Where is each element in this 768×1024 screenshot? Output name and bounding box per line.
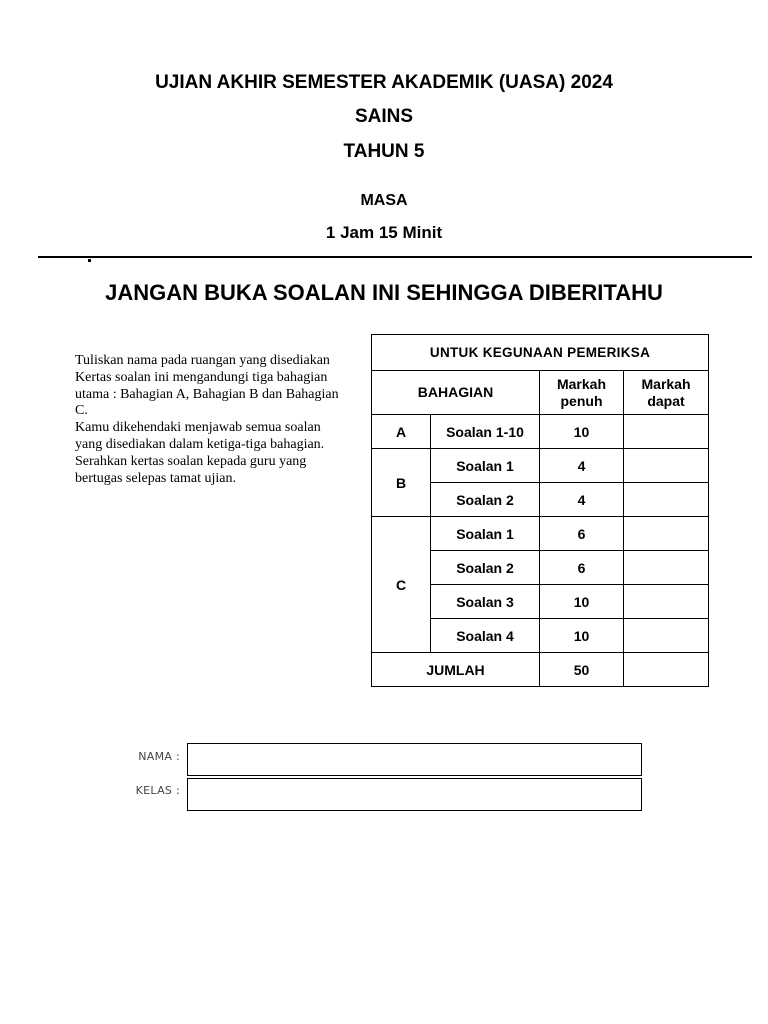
- time-label: MASA: [360, 192, 408, 209]
- total-marks: 50: [540, 653, 624, 687]
- header-obtained-marks: [624, 371, 709, 415]
- table-row: [372, 415, 709, 449]
- instruction-item: Kamu dikehendaki menjawab semua soalan yang disediakan dalam ketiga-tiga bahagian.: [75, 420, 325, 452]
- name-label: NAMA :: [138, 750, 180, 763]
- table-row: [372, 517, 709, 551]
- instruction-item: Tuliskan nama pada ruangan yang disediakan: [75, 353, 330, 368]
- header-full-marks: [540, 371, 624, 415]
- header-obtained-line2: dapat: [647, 392, 685, 409]
- full-marks-cell: 10: [540, 415, 624, 449]
- question-label: Soalan 2: [431, 551, 540, 585]
- class-field[interactable]: [187, 778, 642, 811]
- question-label: Soalan 1: [431, 517, 540, 551]
- instruction-item: Kertas soalan ini mengandungi tiga bahagian utama : Bahagian A, Bahagian B dan Bahagian C.: [75, 369, 339, 419]
- subject-title: SAINS: [354, 106, 414, 127]
- year-title: TAHUN 5: [343, 141, 425, 162]
- full-marks-cell: 10: [540, 619, 624, 653]
- header-full-marks-line2: penuh: [560, 392, 603, 409]
- divider-line: [38, 256, 752, 258]
- class-label: KELAS :: [135, 784, 180, 797]
- header-section: BAHAGIAN: [372, 371, 540, 415]
- obtained-marks-cell[interactable]: [624, 551, 709, 585]
- name-field[interactable]: [187, 743, 642, 776]
- examiner-table: [371, 334, 709, 687]
- total-row: [372, 653, 709, 687]
- warning-heading: JANGAN BUKA SOALAN INI SEHINGGA DIBERITAHU: [105, 280, 663, 305]
- instructions: [75, 353, 345, 487]
- obtained-marks-cell[interactable]: [624, 585, 709, 619]
- full-marks-cell: 4: [540, 449, 624, 483]
- question-label: Soalan 1: [431, 449, 540, 483]
- obtained-marks-cell[interactable]: [624, 619, 709, 653]
- question-label: Soalan 2: [431, 483, 540, 517]
- header-obtained-line1: Markah: [641, 375, 691, 392]
- obtained-marks-cell[interactable]: [624, 483, 709, 517]
- instruction-item: Serahkan kertas soalan kepada guru yang bertugas selepas tamat ujian.: [75, 453, 307, 486]
- exam-title: UJIAN AKHIR SEMESTER AKADEMIK (UASA) 2024: [155, 72, 613, 93]
- question-label: Soalan 3: [431, 585, 540, 619]
- section-b-label: B: [372, 449, 431, 517]
- full-marks-cell: 6: [540, 517, 624, 551]
- question-label: Soalan 4: [431, 619, 540, 653]
- question-label: Soalan 1-10: [431, 415, 540, 449]
- obtained-marks-cell[interactable]: [624, 517, 709, 551]
- divider-dot: [88, 259, 91, 262]
- full-marks-cell: 6: [540, 551, 624, 585]
- section-a-label: A: [372, 415, 431, 449]
- table-header-row: [372, 371, 709, 415]
- total-obtained-cell[interactable]: [624, 653, 709, 687]
- table-title: UNTUK KEGUNAAN PEMERIKSA: [372, 335, 709, 371]
- full-marks-cell: 10: [540, 585, 624, 619]
- obtained-marks-cell[interactable]: [624, 449, 709, 483]
- table-row: [372, 449, 709, 483]
- total-label: JUMLAH: [372, 653, 540, 687]
- full-marks-cell: 4: [540, 483, 624, 517]
- table-title-row: [372, 335, 709, 371]
- duration: 1 Jam 15 Minit: [325, 223, 443, 242]
- section-c-label: C: [372, 517, 431, 653]
- header-full-marks-line1: Markah: [556, 375, 607, 392]
- obtained-marks-cell[interactable]: [624, 415, 709, 449]
